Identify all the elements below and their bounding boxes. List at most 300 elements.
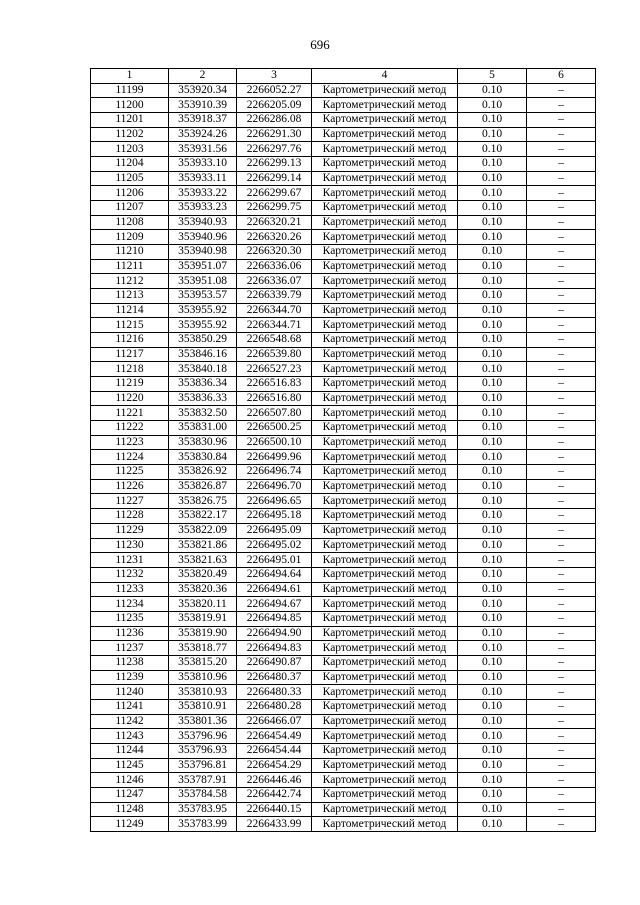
accuracy-cell: 0.10 [458,465,527,480]
accuracy-cell: 0.10 [458,611,527,626]
note-cell: – [527,450,596,465]
y-coordinate-cell: 2266500.10 [237,435,312,450]
table-row [91,787,596,802]
method-cell: Картометрический метод [312,406,458,421]
accuracy-cell: 0.10 [458,171,527,186]
x-coordinate-cell: 353850.29 [169,333,237,348]
note-cell: – [527,230,596,245]
method-cell: Картометрический метод [312,274,458,289]
accuracy-cell: 0.10 [458,699,527,714]
note-cell: – [527,523,596,538]
method-cell: Картометрический метод [312,553,458,568]
table-row [91,553,596,568]
accuracy-cell: 0.10 [458,98,527,113]
method-cell: Картометрический метод [312,670,458,685]
point-number-cell: 11242 [91,714,169,729]
accuracy-cell: 0.10 [458,333,527,348]
point-number-cell: 11240 [91,685,169,700]
method-cell: Картометрический метод [312,802,458,817]
point-number-cell: 11218 [91,362,169,377]
accuracy-cell: 0.10 [458,186,527,201]
x-coordinate-cell: 353830.84 [169,450,237,465]
point-number-cell: 11217 [91,347,169,362]
table-row [91,377,596,392]
note-cell: – [527,318,596,333]
accuracy-cell: 0.10 [458,538,527,553]
x-coordinate-cell: 353951.08 [169,274,237,289]
x-coordinate-cell: 353796.81 [169,758,237,773]
point-number-cell: 11231 [91,553,169,568]
y-coordinate-cell: 2266507.80 [237,406,312,421]
point-number-cell: 11202 [91,127,169,142]
x-coordinate-cell: 353810.91 [169,699,237,714]
x-coordinate-cell: 353819.91 [169,611,237,626]
x-coordinate-cell: 353940.96 [169,230,237,245]
x-coordinate-cell: 353920.34 [169,83,237,98]
accuracy-cell: 0.10 [458,274,527,289]
note-cell: – [527,567,596,582]
accuracy-cell: 0.10 [458,479,527,494]
note-cell: – [527,611,596,626]
note-cell: – [527,626,596,641]
point-number-cell: 11221 [91,406,169,421]
accuracy-cell: 0.10 [458,215,527,230]
x-coordinate-cell: 353933.11 [169,171,237,186]
x-coordinate-cell: 353820.11 [169,597,237,612]
point-number-cell: 11216 [91,333,169,348]
table-row [91,817,596,832]
table-row [91,773,596,788]
table-row [91,171,596,186]
method-cell: Картометрический метод [312,333,458,348]
x-coordinate-cell: 353940.93 [169,215,237,230]
accuracy-cell: 0.10 [458,230,527,245]
note-cell: – [527,289,596,304]
note-cell: – [527,538,596,553]
table-row [91,626,596,641]
method-cell: Картометрический метод [312,465,458,480]
note-cell: – [527,274,596,289]
note-cell: – [527,699,596,714]
y-coordinate-cell: 2266494.83 [237,641,312,656]
table-row [91,333,596,348]
note-cell: – [527,787,596,802]
y-coordinate-cell: 2266499.96 [237,450,312,465]
note-cell: – [527,362,596,377]
y-coordinate-cell: 2266440.15 [237,802,312,817]
point-number-cell: 11236 [91,626,169,641]
y-coordinate-cell: 2266052.27 [237,83,312,98]
accuracy-cell: 0.10 [458,127,527,142]
table-row [91,98,596,113]
column-header: 5 [458,69,527,84]
method-cell: Картометрический метод [312,787,458,802]
method-cell: Картометрический метод [312,98,458,113]
table-row [91,641,596,656]
y-coordinate-cell: 2266490.87 [237,655,312,670]
column-header: 1 [91,69,169,84]
accuracy-cell: 0.10 [458,509,527,524]
method-cell: Картометрический метод [312,743,458,758]
accuracy-cell: 0.10 [458,523,527,538]
x-coordinate-cell: 353924.26 [169,127,237,142]
note-cell: – [527,758,596,773]
accuracy-cell: 0.10 [458,729,527,744]
method-cell: Картометрический метод [312,435,458,450]
accuracy-cell: 0.10 [458,758,527,773]
y-coordinate-cell: 2266539.80 [237,347,312,362]
note-cell: – [527,582,596,597]
point-number-cell: 11235 [91,611,169,626]
table-row [91,523,596,538]
x-coordinate-cell: 353831.00 [169,421,237,436]
point-number-cell: 11211 [91,259,169,274]
y-coordinate-cell: 2266299.67 [237,186,312,201]
table-row [91,758,596,773]
accuracy-cell: 0.10 [458,553,527,568]
note-cell: – [527,113,596,128]
method-cell: Картометрический метод [312,626,458,641]
point-number-cell: 11241 [91,699,169,714]
column-header: 4 [312,69,458,84]
x-coordinate-cell: 353955.92 [169,318,237,333]
x-coordinate-cell: 353933.23 [169,201,237,216]
method-cell: Картометрический метод [312,641,458,656]
accuracy-cell: 0.10 [458,347,527,362]
table-body [91,83,596,831]
note-cell: – [527,83,596,98]
method-cell: Картометрический метод [312,142,458,157]
table-row [91,567,596,582]
x-coordinate-cell: 353783.99 [169,817,237,832]
note-cell: – [527,817,596,832]
x-coordinate-cell: 353832.50 [169,406,237,421]
method-cell: Картометрический метод [312,758,458,773]
table-row [91,201,596,216]
table-row [91,230,596,245]
method-cell: Картометрический метод [312,817,458,832]
point-number-cell: 11215 [91,318,169,333]
x-coordinate-cell: 353810.93 [169,685,237,700]
y-coordinate-cell: 2266454.29 [237,758,312,773]
point-number-cell: 11245 [91,758,169,773]
point-number-cell: 11220 [91,391,169,406]
x-coordinate-cell: 353826.92 [169,465,237,480]
method-cell: Картометрический метод [312,289,458,304]
y-coordinate-cell: 2266500.25 [237,421,312,436]
column-header: 6 [527,69,596,84]
column-header: 2 [169,69,237,84]
table-row [91,259,596,274]
note-cell: – [527,435,596,450]
y-coordinate-cell: 2266480.33 [237,685,312,700]
table-row [91,494,596,509]
point-number-cell: 11226 [91,479,169,494]
accuracy-cell: 0.10 [458,259,527,274]
point-number-cell: 11205 [91,171,169,186]
x-coordinate-cell: 353931.56 [169,142,237,157]
accuracy-cell: 0.10 [458,597,527,612]
table-row [91,802,596,817]
point-number-cell: 11227 [91,494,169,509]
point-number-cell: 11233 [91,582,169,597]
y-coordinate-cell: 2266299.13 [237,157,312,172]
x-coordinate-cell: 353820.36 [169,582,237,597]
point-number-cell: 11244 [91,743,169,758]
point-number-cell: 11223 [91,435,169,450]
note-cell: – [527,303,596,318]
method-cell: Картометрический метод [312,230,458,245]
method-cell: Картометрический метод [312,421,458,436]
method-cell: Картометрический метод [312,729,458,744]
method-cell: Картометрический метод [312,245,458,260]
accuracy-cell: 0.10 [458,626,527,641]
y-coordinate-cell: 2266495.18 [237,509,312,524]
y-coordinate-cell: 2266299.14 [237,171,312,186]
note-cell: – [527,157,596,172]
method-cell: Картометрический метод [312,509,458,524]
note-cell: – [527,245,596,260]
accuracy-cell: 0.10 [458,787,527,802]
table-row [91,509,596,524]
method-cell: Картометрический метод [312,391,458,406]
y-coordinate-cell: 2266286.08 [237,113,312,128]
table-row [91,421,596,436]
table-row [91,318,596,333]
note-cell: – [527,406,596,421]
table-row [91,729,596,744]
table-row [91,303,596,318]
x-coordinate-cell: 353820.49 [169,567,237,582]
point-number-cell: 11249 [91,817,169,832]
note-cell: – [527,743,596,758]
note-cell: – [527,802,596,817]
note-cell: – [527,259,596,274]
accuracy-cell: 0.10 [458,391,527,406]
x-coordinate-cell: 353821.86 [169,538,237,553]
method-cell: Картометрический метод [312,523,458,538]
x-coordinate-cell: 353821.63 [169,553,237,568]
y-coordinate-cell: 2266516.80 [237,391,312,406]
table-row [91,347,596,362]
y-coordinate-cell: 2266344.70 [237,303,312,318]
table-row [91,582,596,597]
point-number-cell: 11199 [91,83,169,98]
x-coordinate-cell: 353787.91 [169,773,237,788]
accuracy-cell: 0.10 [458,303,527,318]
accuracy-cell: 0.10 [458,435,527,450]
accuracy-cell: 0.10 [458,245,527,260]
x-coordinate-cell: 353822.17 [169,509,237,524]
note-cell: – [527,98,596,113]
method-cell: Картометрический метод [312,157,458,172]
x-coordinate-cell: 353783.95 [169,802,237,817]
x-coordinate-cell: 353830.96 [169,435,237,450]
y-coordinate-cell: 2266433.99 [237,817,312,832]
method-cell: Картометрический метод [312,582,458,597]
method-cell: Картометрический метод [312,113,458,128]
y-coordinate-cell: 2266320.21 [237,215,312,230]
table-row [91,127,596,142]
x-coordinate-cell: 353953.57 [169,289,237,304]
point-number-cell: 11201 [91,113,169,128]
method-cell: Картометрический метод [312,259,458,274]
accuracy-cell: 0.10 [458,289,527,304]
y-coordinate-cell: 2266495.02 [237,538,312,553]
table-row [91,743,596,758]
table-header-row [91,69,596,84]
point-number-cell: 11204 [91,157,169,172]
method-cell: Картометрический метод [312,479,458,494]
note-cell: – [527,333,596,348]
y-coordinate-cell: 2266297.76 [237,142,312,157]
point-number-cell: 11213 [91,289,169,304]
table-row [91,274,596,289]
accuracy-cell: 0.10 [458,157,527,172]
x-coordinate-cell: 353801.36 [169,714,237,729]
table-row [91,289,596,304]
x-coordinate-cell: 353784.58 [169,787,237,802]
accuracy-cell: 0.10 [458,362,527,377]
table-row [91,538,596,553]
point-number-cell: 11228 [91,509,169,524]
x-coordinate-cell: 353940.98 [169,245,237,260]
point-number-cell: 11200 [91,98,169,113]
point-number-cell: 11232 [91,567,169,582]
method-cell: Картометрический метод [312,685,458,700]
note-cell: – [527,714,596,729]
note-cell: – [527,509,596,524]
x-coordinate-cell: 353822.09 [169,523,237,538]
accuracy-cell: 0.10 [458,406,527,421]
column-header: 3 [237,69,312,84]
table-row [91,362,596,377]
accuracy-cell: 0.10 [458,421,527,436]
method-cell: Картометрический метод [312,127,458,142]
note-cell: – [527,347,596,362]
method-cell: Картометрический метод [312,699,458,714]
y-coordinate-cell: 2266516.83 [237,377,312,392]
note-cell: – [527,685,596,700]
point-number-cell: 11210 [91,245,169,260]
note-cell: – [527,171,596,186]
x-coordinate-cell: 353826.87 [169,479,237,494]
point-number-cell: 11214 [91,303,169,318]
note-cell: – [527,655,596,670]
point-number-cell: 11208 [91,215,169,230]
table-row [91,655,596,670]
y-coordinate-cell: 2266291.30 [237,127,312,142]
table-row [91,611,596,626]
y-coordinate-cell: 2266320.26 [237,230,312,245]
x-coordinate-cell: 353826.75 [169,494,237,509]
y-coordinate-cell: 2266494.61 [237,582,312,597]
x-coordinate-cell: 353819.90 [169,626,237,641]
table-row [91,406,596,421]
accuracy-cell: 0.10 [458,113,527,128]
y-coordinate-cell: 2266336.07 [237,274,312,289]
note-cell: – [527,479,596,494]
point-number-cell: 11243 [91,729,169,744]
method-cell: Картометрический метод [312,303,458,318]
note-cell: – [527,215,596,230]
point-number-cell: 11209 [91,230,169,245]
method-cell: Картометрический метод [312,655,458,670]
point-number-cell: 11248 [91,802,169,817]
note-cell: – [527,465,596,480]
y-coordinate-cell: 2266480.28 [237,699,312,714]
note-cell: – [527,773,596,788]
accuracy-cell: 0.10 [458,450,527,465]
table-row [91,714,596,729]
note-cell: – [527,127,596,142]
method-cell: Картометрический метод [312,362,458,377]
table-row [91,450,596,465]
point-number-cell: 11246 [91,773,169,788]
x-coordinate-cell: 353836.33 [169,391,237,406]
x-coordinate-cell: 353836.34 [169,377,237,392]
table-row [91,479,596,494]
accuracy-cell: 0.10 [458,802,527,817]
y-coordinate-cell: 2266454.49 [237,729,312,744]
y-coordinate-cell: 2266494.90 [237,626,312,641]
note-cell: – [527,391,596,406]
accuracy-cell: 0.10 [458,685,527,700]
table-row [91,142,596,157]
point-number-cell: 11212 [91,274,169,289]
accuracy-cell: 0.10 [458,201,527,216]
x-coordinate-cell: 353796.96 [169,729,237,744]
y-coordinate-cell: 2266320.30 [237,245,312,260]
x-coordinate-cell: 353933.10 [169,157,237,172]
accuracy-cell: 0.10 [458,567,527,582]
x-coordinate-cell: 353815.20 [169,655,237,670]
accuracy-cell: 0.10 [458,641,527,656]
x-coordinate-cell: 353955.92 [169,303,237,318]
note-cell: – [527,377,596,392]
y-coordinate-cell: 2266466.07 [237,714,312,729]
y-coordinate-cell: 2266527.23 [237,362,312,377]
method-cell: Картометрический метод [312,215,458,230]
y-coordinate-cell: 2266494.85 [237,611,312,626]
y-coordinate-cell: 2266496.65 [237,494,312,509]
y-coordinate-cell: 2266494.67 [237,597,312,612]
method-cell: Картометрический метод [312,494,458,509]
point-number-cell: 11237 [91,641,169,656]
table-row [91,215,596,230]
accuracy-cell: 0.10 [458,670,527,685]
note-cell: – [527,553,596,568]
x-coordinate-cell: 353951.07 [169,259,237,274]
table-row [91,245,596,260]
method-cell: Картометрический метод [312,186,458,201]
accuracy-cell: 0.10 [458,494,527,509]
method-cell: Картометрический метод [312,201,458,216]
note-cell: – [527,142,596,157]
accuracy-cell: 0.10 [458,655,527,670]
accuracy-cell: 0.10 [458,377,527,392]
y-coordinate-cell: 2266344.71 [237,318,312,333]
accuracy-cell: 0.10 [458,714,527,729]
x-coordinate-cell: 353846.16 [169,347,237,362]
point-number-cell: 11238 [91,655,169,670]
y-coordinate-cell: 2266339.79 [237,289,312,304]
note-cell: – [527,641,596,656]
method-cell: Картометрический метод [312,538,458,553]
method-cell: Картометрический метод [312,171,458,186]
point-number-cell: 11219 [91,377,169,392]
y-coordinate-cell: 2266336.06 [237,259,312,274]
